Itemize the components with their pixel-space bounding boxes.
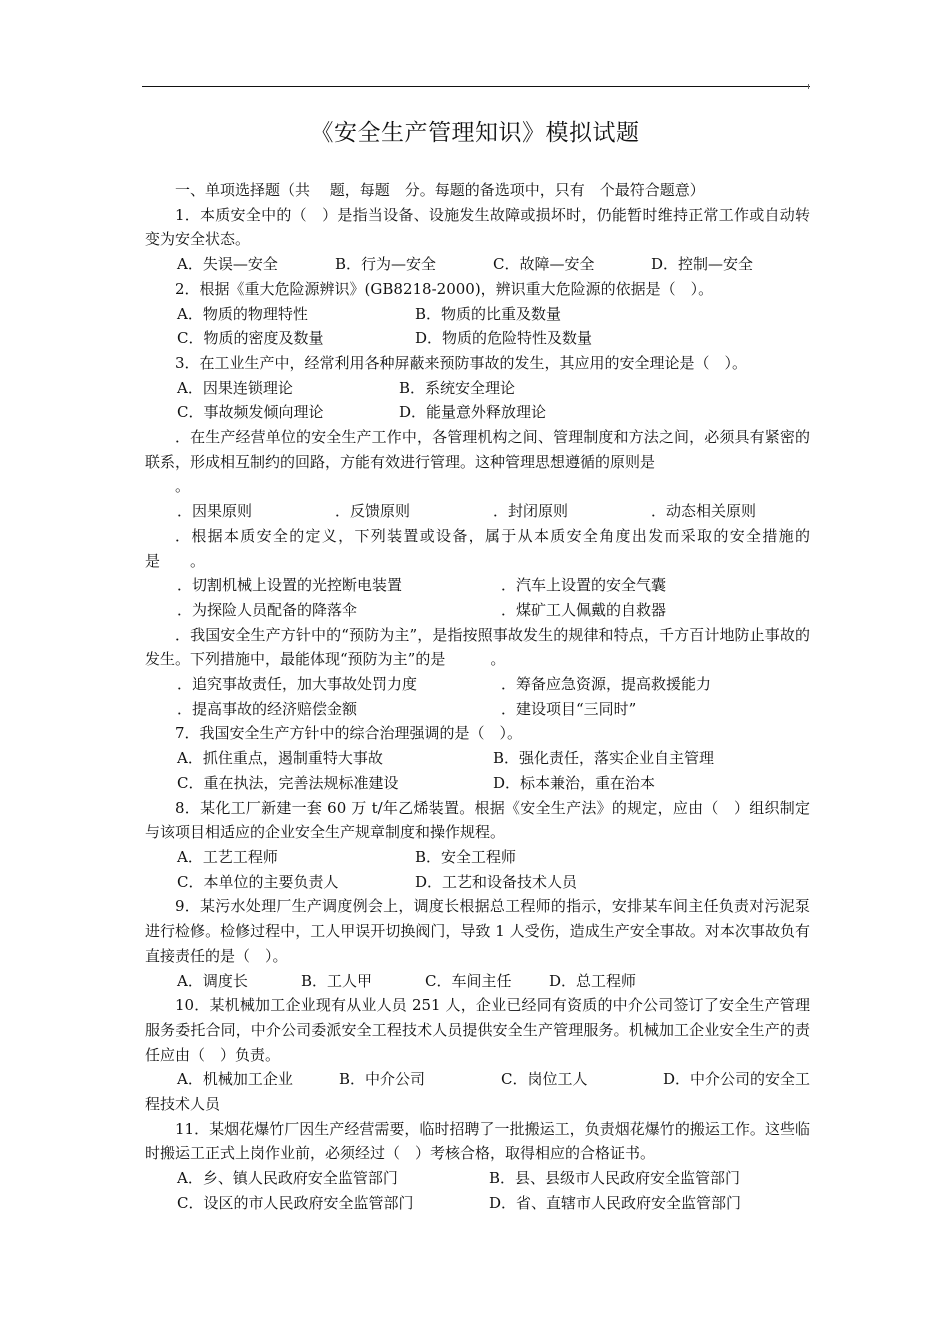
- question-4-options: [145, 499, 810, 524]
- document-title: 《安全生产管理知识》模拟试题: [310, 120, 640, 146]
- header-rule: [142, 86, 810, 87]
- question-11-option-c: C．设区的市人民政府安全监管部门: [177, 1193, 414, 1212]
- question-1-option-d: D．控制—安全: [651, 255, 754, 274]
- question-2-option-c: C．物质的密度及数量: [177, 329, 324, 348]
- question-8-options-row1: [145, 845, 810, 870]
- question-7-options-row1: [145, 746, 810, 771]
- question-7-option-c: C．重在执法，完善法规标准建设: [177, 773, 399, 792]
- question-9-option-b: B．工人甲: [301, 971, 373, 990]
- question-5-option-a: ．切割机械上设置的光控断电装置: [177, 576, 403, 595]
- question-7-stem: 7．我国安全生产方针中的综合治理强调的是（ ）。: [175, 724, 523, 743]
- question-7-options-row2: [145, 771, 810, 796]
- header-rule-tick: [808, 84, 809, 89]
- question-8-stem: 8．某化工厂新建一套 60 万 t/年乙烯装置。根据《安全生产法》的规定，应由（ ）组织制定与该项目相适应的企业安全生产规章制度和操作规程。: [145, 798, 810, 842]
- question-6-option-c: ．提高事故的经济赔偿金额: [177, 699, 358, 718]
- question-4-stem-end: 。: [175, 477, 191, 496]
- question-10-option-c: C．岗位工人: [500, 1070, 588, 1089]
- question-2-options-row1: [145, 302, 810, 327]
- question-7-option-a: A．抓住重点，遏制重特大事故: [177, 749, 383, 768]
- question-4-stem: ．在生产经营单位的安全生产工作中，各管理机构之间、管理制度和方法之间，必须具有紧密的联系，形成相互制约的回路，方能有效进行管理。这种管理思想遵循的原则是: [145, 428, 810, 471]
- question-10-option-a: A．机械加工企业: [177, 1070, 293, 1089]
- question-4-option-c: ．封闭原则: [493, 502, 569, 521]
- question-8-option-d: D．工艺和设备技术人员: [415, 872, 578, 891]
- question-6-option-d: ．建设项目“三同时”: [501, 699, 637, 718]
- question-5-option-c: ．为探险人员配备的降落伞: [177, 600, 358, 619]
- question-3-option-a: A．因果连锁理论: [177, 378, 293, 397]
- question-1-option-c: C．故障—安全: [493, 255, 595, 274]
- question-5-options-row2: [145, 598, 810, 623]
- question-6-options-row2: [145, 697, 810, 722]
- question-3-option-b: B．系统安全理论: [399, 378, 516, 397]
- question-4-option-d: ．动态相关原则: [651, 502, 757, 521]
- question-2-stem: 2．根据《重大危险源辨识》(GB8218-2000)，辨识重大危险源的依据是（ ）。: [175, 279, 714, 298]
- question-1-stem: 1．本质安全中的（ ）是指当设备、设施发生故障或损坏时，仍能暂时维持正常工作或自动转变为安全状态。: [145, 205, 810, 249]
- question-5-stem: ．根据本质安全的定义，下列装置或设备，属于从本质安全角度出发而采取的安全措施的是 。: [145, 526, 810, 570]
- question-11-option-a: A．乡、镇人民政府安全监管部门: [177, 1169, 398, 1188]
- question-11-options-row1: [145, 1166, 810, 1191]
- question-1-options: [145, 252, 810, 277]
- question-2-option-d: D．物质的危险特性及数量: [415, 329, 593, 348]
- question-5-option-d: ．煤矿工人佩戴的自救器: [501, 600, 667, 619]
- question-6-option-b: ．筹备应急资源，提高救援能力: [501, 675, 712, 694]
- question-1-option-a: A．失误—安全: [177, 255, 278, 274]
- question-11-option-d: D．省、直辖市人民政府安全监管部门: [489, 1193, 742, 1212]
- question-3-option-d: D．能量意外释放理论: [399, 403, 547, 422]
- question-7-option-b: B．强化责任，落实企业自主管理: [493, 749, 715, 768]
- question-6-stem: ．我国安全生产方针中的“预防为主”，是指按照事故发生的规律和特点，千方百计地防止事故的发生。下列措施中，最能体现“预防为主”的是 。: [145, 625, 810, 669]
- question-2-options-row2: [145, 326, 810, 351]
- question-4-option-a: ．因果原则: [177, 502, 253, 521]
- document-body: [145, 178, 810, 1216]
- question-10-option-b: B．中介公司: [338, 1070, 426, 1089]
- question-8-option-b: B．安全工程师: [415, 847, 517, 866]
- question-11-option-b: B．县、县级市人民政府安全监管部门: [489, 1169, 741, 1188]
- question-8-options-row2: [145, 870, 810, 895]
- question-3-stem: 3．在工业生产中，经常利用各种屏蔽来预防事故的发生，其应用的安全理论是（ ）。: [175, 353, 748, 372]
- question-1-option-b: B．行为—安全: [335, 255, 437, 274]
- question-3-option-c: C．事故频发倾向理论: [177, 403, 324, 422]
- question-5-option-b: ．汽车上设置的安全气囊: [501, 576, 667, 595]
- question-9-options: [145, 969, 810, 994]
- question-5-options-row1: [145, 573, 810, 598]
- question-2-option-b: B．物质的比重及数量: [415, 304, 562, 323]
- question-10-option-d: D．中介公司的安全工: [662, 1070, 810, 1089]
- question-2-option-a: A．物质的物理特性: [177, 304, 308, 323]
- question-7-option-d: D．标本兼治，重在治本: [493, 773, 656, 792]
- section-heading: 一、单项选择题（共 题，每题 分。每题的备选项中，只有 个最符合题意）: [175, 181, 705, 199]
- question-6-option-a: ．追究事故责任，加大事故处罚力度: [177, 675, 418, 694]
- question-10-stem: 10．某机械加工企业现有从业人员 251 人，企业已经同有资质的中介公司签订了安全生产管理服务委托合同，中介公司委派安全工程技术人员提供安全生产管理服务。机械加工企业安全生产的责任应由（ ）负责。: [145, 996, 810, 1064]
- question-11-stem: 11．某烟花爆竹厂因生产经营需要，临时招聘了一批搬运工，负责烟花爆竹的搬运工作。这些临时搬运工正式上岗作业前，必须经过（ ）考核合格，取得相应的合格证书。: [145, 1119, 810, 1163]
- question-9-option-a: A．调度长: [177, 971, 248, 990]
- question-8-option-c: C．本单位的主要负责人: [177, 872, 339, 891]
- question-9-option-d: D．总工程师: [549, 971, 637, 990]
- question-3-options-row1: [145, 376, 810, 401]
- question-4-option-b: ．反馈原则: [335, 502, 411, 521]
- question-8-option-a: A．工艺工程师: [177, 847, 278, 866]
- question-9-option-c: C．车间主任: [425, 971, 512, 990]
- question-10-option-d-continuation: 程技术人员: [145, 1095, 221, 1114]
- question-3-options-row2: [145, 400, 810, 425]
- question-11-options-row2: [145, 1191, 810, 1216]
- question-9-stem: 9．某污水处理厂生产调度例会上，调度长根据总工程师的指示，安排某车间主任负责对污泥泵进行检修。检修过程中，工人甲误开切换阀门，导致 1 人受伤，造成生产安全事故。对本次事故负有直接责任的是（ ）。: [145, 897, 810, 965]
- question-6-options-row1: [145, 672, 810, 697]
- question-10-options: [145, 1067, 810, 1092]
